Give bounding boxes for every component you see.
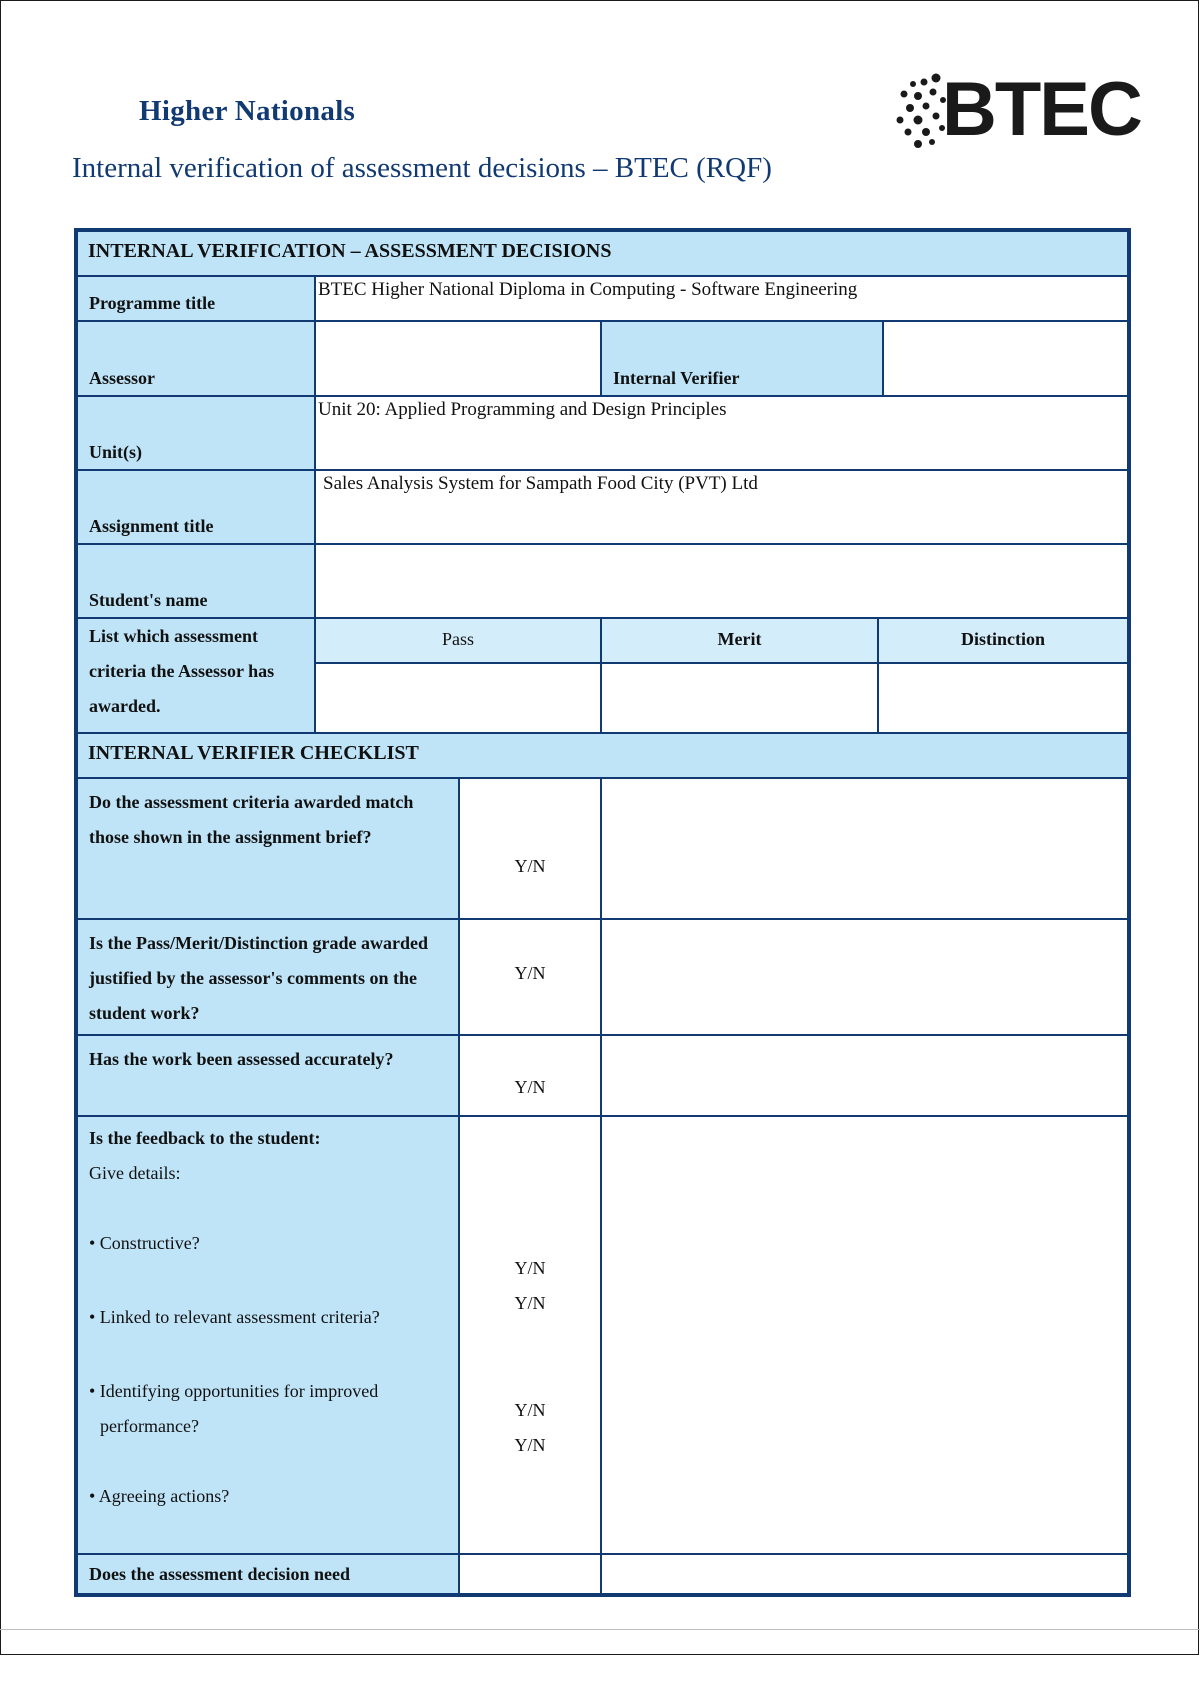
distinction-criteria-field[interactable] bbox=[878, 663, 1128, 733]
checklist-answer-2[interactable]: Y/N bbox=[459, 919, 601, 1035]
feedback-comment[interactable] bbox=[601, 1116, 1128, 1554]
last-comment[interactable] bbox=[601, 1554, 1128, 1594]
feedback-question bbox=[77, 1116, 459, 1554]
checklist-question-1: Do the assessment criteria awarded match those shown in the assignment brief? bbox=[77, 778, 459, 919]
programme-title-label: Programme title bbox=[77, 276, 315, 321]
assessor-field[interactable] bbox=[315, 321, 601, 396]
bullet-agreeing-actions: • Agreeing actions? bbox=[89, 1486, 230, 1506]
last-answer[interactable] bbox=[459, 1554, 601, 1594]
student-name-field[interactable] bbox=[315, 544, 1128, 618]
checklist-answer-3[interactable]: Y/N bbox=[459, 1035, 601, 1116]
document-subtitle: Internal verification of assessment decisions – BTEC (RQF) bbox=[72, 152, 772, 184]
programme-title-field[interactable]: BTEC Higher National Diploma in Computing - Software Engineering bbox=[315, 276, 1128, 321]
verification-form bbox=[74, 228, 1131, 1597]
btec-logo bbox=[896, 67, 1141, 160]
feedback-answer-3[interactable]: Y/N bbox=[514, 1400, 546, 1420]
assessor-label: Assessor bbox=[77, 321, 315, 396]
internal-verifier-label: Internal Verifier bbox=[601, 321, 883, 396]
bullet-linked-criteria: • Linked to relevant assessment criteria? bbox=[89, 1307, 380, 1327]
merit-column-header: Merit bbox=[601, 618, 878, 663]
units-label: Unit(s) bbox=[77, 396, 315, 470]
internal-verifier-field[interactable] bbox=[883, 321, 1128, 396]
checklist-comment-1[interactable] bbox=[601, 778, 1128, 919]
checklist-question-3: Has the work been assessed accurately? bbox=[77, 1035, 459, 1116]
pass-column-header: Pass bbox=[315, 618, 601, 663]
give-details-label: Give details: bbox=[89, 1163, 181, 1183]
checklist-question-2: Is the Pass/Merit/Distinction grade awarded justified by the assessor's comments on the student work? bbox=[77, 919, 459, 1035]
student-name-label: Student's name bbox=[77, 544, 315, 618]
pass-criteria-field[interactable] bbox=[315, 663, 601, 733]
logo-text: BTEC bbox=[942, 67, 1141, 152]
bullet-opportunities: • Identifying opportunities for improved performance? bbox=[89, 1381, 379, 1436]
assignment-title-field[interactable]: Sales Analysis System for Sampath Food City (PVT) Ltd bbox=[315, 470, 1128, 544]
checklist-comment-2[interactable] bbox=[601, 919, 1128, 1035]
feedback-answers bbox=[459, 1116, 601, 1554]
assignment-title-label: Assignment title bbox=[77, 470, 315, 544]
feedback-answer-1[interactable]: Y/N bbox=[514, 1258, 546, 1278]
feedback-answer-2[interactable]: Y/N bbox=[514, 1293, 546, 1313]
distinction-column-header: Distinction bbox=[878, 618, 1128, 663]
units-field[interactable]: Unit 20: Applied Programming and Design Principles bbox=[315, 396, 1128, 470]
section-header-assessment-decisions: INTERNAL VERIFICATION – ASSESSMENT DECISIONS bbox=[77, 231, 1128, 276]
brand-heading: Higher Nationals bbox=[139, 95, 356, 127]
criteria-awarded-label: List which assessment criteria the Assessor has awarded. bbox=[77, 618, 315, 733]
bullet-constructive: • Constructive? bbox=[89, 1233, 200, 1253]
last-question: Does the assessment decision need bbox=[77, 1554, 459, 1594]
checklist-answer-1[interactable]: Y/N bbox=[459, 778, 601, 919]
section-header-checklist: INTERNAL VERIFIER CHECKLIST bbox=[77, 733, 1128, 778]
checklist-comment-3[interactable] bbox=[601, 1035, 1128, 1116]
merit-criteria-field[interactable] bbox=[601, 663, 878, 733]
feedback-answer-4[interactable]: Y/N bbox=[514, 1435, 546, 1455]
feedback-title: Is the feedback to the student: bbox=[89, 1128, 321, 1148]
footer-divider bbox=[0, 1629, 1200, 1630]
